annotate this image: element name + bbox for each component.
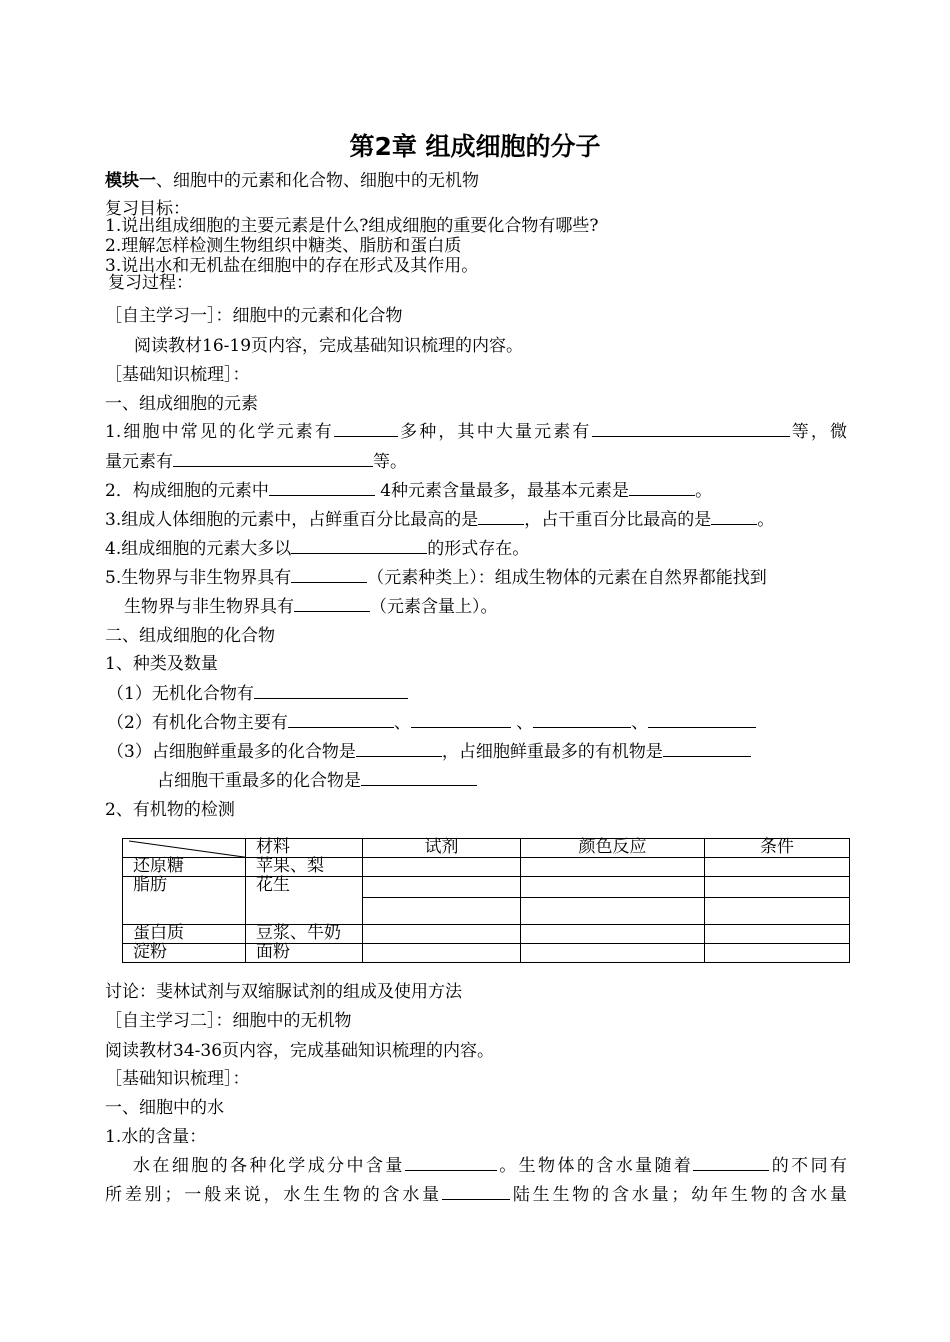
table-cell[interactable] — [363, 898, 521, 925]
question-5-line-1: 5.生物界与非生物界具有 （元素种类上）：组成生物体的元素在自然界都能找到 — [105, 568, 767, 588]
study2-heading: ［自主学习二］：细胞中的无机物 — [105, 1011, 352, 1031]
answer-blank[interactable] — [269, 480, 375, 496]
review-process: 复习过程： — [108, 273, 193, 293]
question-3: 3.组成人体细胞的元素中，占鲜重百分比最高的是 ，占干重百分比最高的是 。 — [105, 510, 775, 530]
study2-section1: 一、细胞中的水 — [105, 1098, 224, 1118]
answer-blank[interactable] — [693, 1155, 769, 1171]
answer-blank[interactable] — [411, 712, 511, 728]
study2-instruction: 阅读教材34-36页内容，完成基础知识梳理的内容。 — [105, 1041, 495, 1061]
table-cell[interactable] — [705, 898, 850, 925]
answer-blank[interactable] — [254, 683, 408, 699]
answer-blank[interactable] — [648, 712, 756, 728]
table-cell: 花生 — [246, 877, 363, 925]
answer-blank[interactable] — [478, 509, 524, 525]
table-header-row — [123, 839, 850, 858]
study1-section1: 一、组成细胞的元素 — [105, 394, 258, 414]
compound-organic: （2）有机化合物主要有 、 、 、 — [107, 712, 756, 734]
water-line-1: 水在细胞的各种化学成分中含量 。生物体的含水量随着 的不同有 — [133, 1156, 848, 1176]
table-row — [123, 944, 850, 963]
answer-blank[interactable] — [294, 596, 370, 612]
subsection-types: 1、种类及数量 — [105, 654, 218, 674]
compound-inorganic: （1）无机化合物有 — [107, 683, 408, 705]
water-content-heading: 1.水的含量： — [105, 1127, 207, 1147]
table-cell: 面粉 — [246, 944, 363, 963]
module-label: 模块一 — [105, 171, 156, 191]
table-cell: 还原糖 — [123, 858, 246, 877]
answer-blank[interactable] — [173, 451, 373, 467]
table-cell: 苹果、梨 — [246, 858, 363, 877]
answer-blank[interactable] — [334, 421, 398, 437]
answer-blank[interactable] — [288, 712, 394, 728]
question-1-line-1: 1.细胞中常见的化学元素有 多种，其中大量元素有 等，微 — [105, 422, 847, 442]
answer-blank[interactable] — [533, 712, 631, 728]
review-goal-1: 1.说出组成细胞的主要元素是什么?组成细胞的重要化合物有哪些? — [105, 216, 599, 236]
answer-blank[interactable] — [405, 1155, 497, 1171]
diagonal-line-icon — [123, 839, 246, 858]
study1-heading: ［自主学习一］：细胞中的元素和化合物 — [105, 306, 403, 326]
answer-blank[interactable] — [361, 770, 477, 786]
compound-dry-weight: 占细胞干重最多的化合物是 — [157, 770, 477, 792]
table-cell[interactable] — [363, 925, 521, 944]
table-cell[interactable] — [705, 877, 850, 898]
table-cell[interactable] — [363, 944, 521, 963]
table-cell: 蛋白质 — [123, 925, 246, 944]
study1-section2: 二、组成细胞的化合物 — [105, 626, 275, 646]
question-5-line-2: 生物界与非生物界具有 （元素含量上）。 — [124, 597, 498, 617]
table-cell[interactable] — [521, 877, 705, 898]
table-cell[interactable] — [521, 858, 705, 877]
review-goals-heading: 复习目标： — [105, 199, 190, 219]
water-line-2: 所差别；一般来说，水生生物的含水量 陆生生物的含水量；幼年生物的含水量 — [105, 1185, 847, 1205]
module-heading — [105, 170, 479, 192]
table-cell[interactable] — [521, 898, 705, 925]
answer-blank[interactable] — [711, 509, 757, 525]
table-cell[interactable] — [705, 925, 850, 944]
table-header-cell: 材料 — [246, 839, 363, 858]
subsection-detection: 2、有机物的检测 — [105, 800, 235, 820]
table-cell: 豆浆、牛奶 — [246, 925, 363, 944]
detection-table — [122, 838, 850, 963]
answer-blank[interactable] — [442, 1184, 510, 1200]
table-header-cell: 颜色反应 — [521, 839, 705, 858]
question-4: 4.组成细胞的元素大多以 的形式存在。 — [105, 539, 530, 559]
review-goal-2: 2.理解怎样检测生物组织中糖类、脂肪和蛋白质 — [105, 236, 462, 256]
table-cell[interactable] — [521, 925, 705, 944]
study1-basics: ［基础知识梳理］： — [105, 365, 250, 385]
answer-blank[interactable] — [356, 741, 442, 757]
table-cell[interactable] — [521, 944, 705, 963]
table-cell[interactable] — [705, 858, 850, 877]
page-title: 第2章 组成细胞的分子 — [349, 132, 601, 161]
table-header-cell: 试剂 — [363, 839, 521, 858]
table-cell[interactable] — [363, 877, 521, 898]
table-cell[interactable] — [705, 944, 850, 963]
answer-blank[interactable] — [663, 741, 751, 757]
table-corner-cell — [123, 839, 246, 858]
discussion: 讨论：斐林试剂与双缩脲试剂的组成及使用方法 — [105, 982, 462, 1002]
module-text: 、细胞中的元素和化合物、细胞中的无机物 — [156, 171, 479, 191]
answer-blank[interactable] — [629, 480, 695, 496]
table-header-cell: 条件 — [705, 839, 850, 858]
answer-blank[interactable] — [291, 567, 367, 583]
question-1-line-2: 量元素有 等。 — [105, 452, 407, 472]
answer-blank[interactable] — [291, 538, 427, 554]
compound-fresh-weight: （3）占细胞鲜重最多的化合物是 ，占细胞鲜重最多的有机物是 — [107, 741, 751, 763]
table-row — [123, 858, 850, 877]
study2-basics: ［基础知识梳理］： — [105, 1069, 250, 1089]
table-cell: 淀粉 — [123, 944, 246, 963]
question-2: 2．构成细胞的元素中 4种元素含量最多，最基本元素是 。 — [105, 481, 713, 501]
review-goal-3: 3.说出水和无机盐在细胞中的存在形式及其作用。 — [105, 256, 479, 276]
table-cell[interactable] — [363, 858, 521, 877]
table-row — [123, 877, 850, 898]
answer-blank[interactable] — [592, 421, 790, 437]
table-row — [123, 925, 850, 944]
table-cell: 脂肪 — [123, 877, 246, 925]
study1-instruction: 阅读教材16-19页内容，完成基础知识梳理的内容。 — [134, 336, 524, 356]
